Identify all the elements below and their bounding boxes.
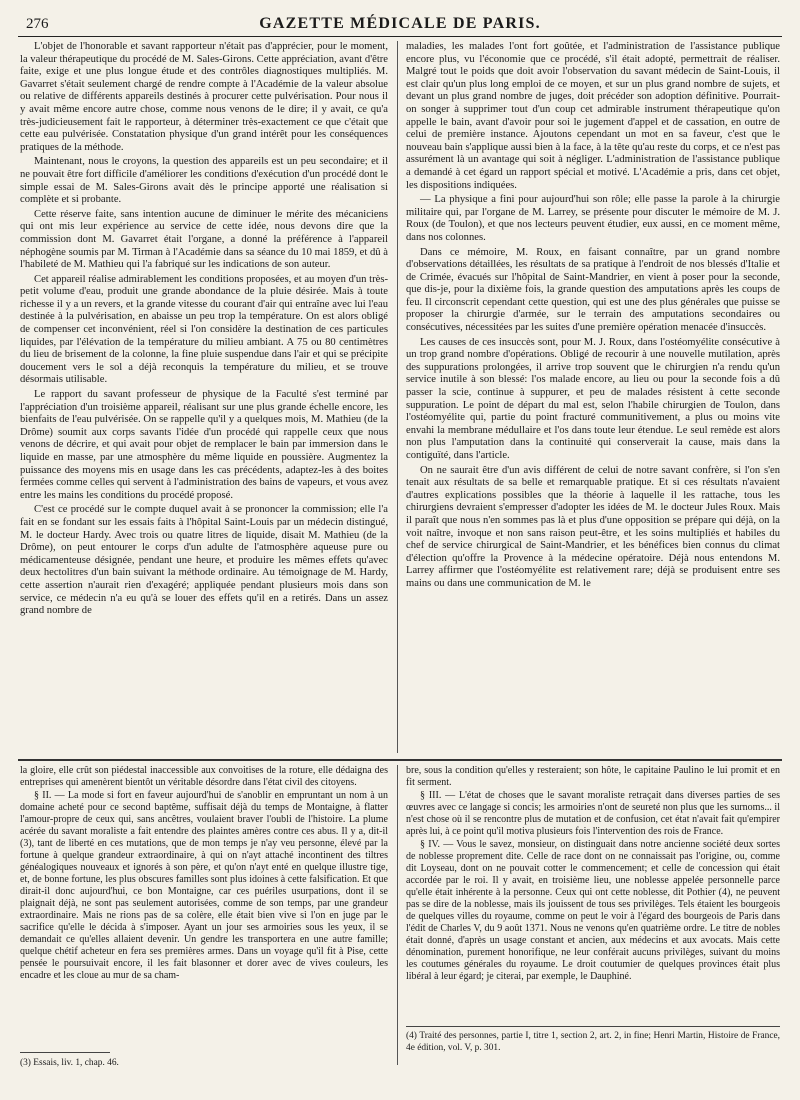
feuilleton-column-left bbox=[20, 765, 388, 1045]
paragraph: Maintenant, nous le croyons, la question des appareils est un peu secondaire; et il ne pouvait être fort difficile d'améliorer les conditions d'exécution d'un procédé dont le simple essai de M. Sales-Girons avait dès le principe apporté une réalisation si complète et si probante. bbox=[20, 156, 388, 206]
feuilleton-column-right bbox=[406, 765, 780, 1023]
paragraph: Les causes de ces insuccès sont, pour M. J. Roux, dans l'ostéomyélite consécutive à un trop grand nombre d'opérations. Obligé de recourir à une nouvelle mutilation, après des suppurations prolongées, il arrive trop souvent que le chirurgien n'a rendu qu'un service inutile à son blessé: l'os malade encore, au lieu ou pour la seconde fois a dû passer la scie, continue à suppurer, et peu de malades résistent à cette seconde suppuration. Le point de départ du mal est, selon l'habile chirurgien de Toulon, dans l'ostéomyélite qui, partie du point fracturé communitivement, a plus ou moins vite envahi la membrane médullaire et l'os dans toute leur étendue. Le seul remède est alors non plus l'amputation dans la continuité qui conserverait la cause, mais dans la contiguïté, dans l'article. bbox=[406, 336, 780, 461]
paragraph: § II. — La mode si fort en faveur aujourd'hui de s'anoblir en empruntant un nom à un domaine acheté pour ce second baptême, suffisait déjà du temps de Montaigne, à flatter l'amour-propre de ceux qui, sans ancêtres, voulaient braver l'oubli de l'histoire. La plume acérée du savant moraliste a fait entendre des plaintes amères contre ces abus. Il y a, dit-il (3), tant de liberté en ces mutations, que de mon temps je n'ay veu personne, élevé par la fortune à quelque grandeur extraordinaire, à qui on n'ayt attaché incontinent des tiltres généalogiques nouveaux et ignorés à son père, et qu'on n'ayt enté en quelque illustre tige, et, de bonne fortune, les plus obscures familles sont plus idoines à cette falsification. Et que dirait-il donc aujourd'hui, ce bon Montaigne, car ces puériles usurpations, dont il se plaignait déjà, ne sont pas seulement autorisées, comme de son temps, par une grandeur extraordinaire. Mais ne rions pas de sa colère, elle était bien vive si l'on en juge par le sacrifice qu'elle le décida à s'imposer. Ayant un jour ses armoiries sous les yeux, il se demandait ce qu'elles allaient devenir. Un gendre les transportera en une autre famille; quelque chétif acheteur en fera ses premières armes. Dans un voyage qu'il fit à Pise, cette pensée le poursuivait encore, il les fait blasonner et dorer avec de vives couleurs, les encadre et les cloue au mur de sa cham- bbox=[20, 790, 388, 981]
paragraph: On ne saurait être d'un avis différent de celui de notre savant confrère, si l'on s'en tenait aux résultats de sa belle et remarquable pratique. Et si ces résultats n'avaient d'autres explications possibles que la théorie à laquelle il les rattache, tous les chirurgiens devraient s'empresser d'adopter les idées de M. le docteur Jules Roux. Mais il paraît que nous n'en sommes pas là et plus d'une opposition se prépare qui déjà, on la voit naître, invoque et non sans raison peut-être, et les soins multipliés et habiles du chef de service chirurgical de Saint-Mandrier, et les bénéfices bien connus du climat d'élection qu'offre la Provence à la médecine opératoire. Déjà nous entendons M. Larrey affirmer que l'ostéomyélite est relativement rare; déjà se produisent entre ses mains ou dans une communication de M. le bbox=[406, 464, 780, 589]
footnote-rule bbox=[406, 1026, 780, 1027]
article-column-left bbox=[20, 41, 388, 753]
paragraph: maladies, les malades l'ont fort goûtée, et l'administration de l'assistance publique encore plus, vu l'économie que ce procédé, s'il était adopté, permettrait de réaliser. Malgré tout le poids que doit avoir l'observation du savant médecin de Saint-Louis, il est clair qu'un plus long emploi de ce moyen, et sur un plus grand nombre de sujets, et devant un plus grand nombre de juges, doit précéder son adoption définitive. Pourrait-on songer à supprimer tout d'un coup cet admirable instrument thérapeutique qu'on appelle le bain, avant d'avoir pour soi le jugement d'appel et de cassation, en outre de celui de première instance. Ajoutons cependant un mot en sa faveur, c'est que le nouveau bain s'applique aussi bien à la face, à la tête qu'au reste du corps, et ce n'est pas assurément là un avantage qui soit à négliger. L'administration de l'assistance publique a demandé à cet égard un rapport spécial et motivé. L'Académie a pris, dans cet objet, les dispositions indiquées. bbox=[406, 41, 780, 191]
page-header bbox=[18, 14, 782, 37]
paragraph: la gloire, elle crût son piédestal inaccessible aux convoitises de la roture, elle dédaigna des entreprises qui amenèrent bientôt un véritable désordre dans l'état civil des citoyens. bbox=[20, 765, 388, 788]
paragraph: § III. — L'état de choses que le savant moraliste retraçait dans diverses parties de ses œuvres avec ce langage si concis; les armoiries n'ont de seureté non plus que les surnoms... il n'est chose où il se rencontre plus de mutation et de confusion, cet état n'avait fait qu'empirer après lui, à ce point qu'il motiva plusieurs fois l'intervention des rois de France. bbox=[406, 790, 780, 837]
footnote-left: (3) Essais, liv. 1, chap. 46. bbox=[20, 1058, 119, 1068]
article-column-right bbox=[406, 41, 780, 753]
page-number: 276 bbox=[26, 16, 49, 32]
paragraph: C'est ce procédé sur le compte duquel avait à se prononcer la commission; elle l'a fait en se fondant sur les essais faits à l'hôpital Saint-Louis par un médecin distingué, M. le docteur Hardy. Avec trois ou quatre litres de liquide, disait M. Mathieu (de la Drôme), on peut entourer le corps d'un adulte de l'atmosphère aqueuse pure ou médicamenteuse désignée, pendant une heure, et produire les mêmes effets qu'avec deux hectolitres d'un bain suivant la méthode ordinaire. Au témoignage de M. Hardy, cette assertion n'aurait rien d'exagéré; appliquée pendant plusieurs mois dans son service, ce médecin n'a eu qu'à se louer des effets qu'il en a retirés. Dans un assez grand nombre de bbox=[20, 504, 388, 617]
footnote-rule bbox=[20, 1052, 110, 1053]
paragraph: Le rapport du savant professeur de physique de la Faculté s'est terminé par l'appréciation d'un troisième appareil, réalisant sur une plus grande échelle encore, les bienfaits de l'eau pulvérisée. On se rappelle qu'il y a quelques mois, M. Mathieu (de la Drôme) soumit aux corps savants l'idée d'un procédé qui rappelle ceux que nous venons de décrire, et qui avait pour objet de remplacer le bain par immersion dans le liquide en masse, par une atmosphère du même liquide en poussière. Augmentez la puissance des moyens mis en usage dans les cas précédents, adaptez-les à des boites fermées comme celles qui servent à l'administration des bains de vapeurs, et vous avez entre les mains les conditions du procédé proposé. bbox=[20, 389, 388, 501]
footnote-right: (4) Traité des personnes, partie I, titre 1, section 2, art. 2, in fine; Henri Martin, Histoire de France, 4e édition, vol. V, p. 301. bbox=[406, 1031, 780, 1053]
paragraph: Dans ce mémoire, M. Roux, en faisant connaître, par un grand nombre d'observations détaillées, les résultats de sa pratique à l'endroit de nos blessés d'Italie et de Crimée, évacués sur l'hôpital de Saint-Mandrier, en vient à poser pour la seconde, que dis-je, pour la dixième fois, la grande question des amputations après les coups de feu. Il circonscrit cependant cette question, qui est une des plus générales que puisse se proposer la chirurgie d'armée, sur le terrain des amputations secondaires ou consécutives, nécessitées par les suites d'une première opération menacée d'insuccès. bbox=[406, 246, 780, 334]
journal-title: GAZETTE MÉDICALE DE PARIS. bbox=[259, 15, 541, 32]
paragraph: § IV. — Vous le savez, monsieur, on distinguait dans notre ancienne société deux sortes de noblesse proprement dite. Celle de race dont on ne connaissait pas l'origine, ou, comme dit Loyseau, dont on ne pouvait cotter le commencement; et celle de concession qui était accordée par le roi. Il y avait, en troisième lieu, une noblesse appelée personnelle parce qu'elle était inhérente à la personne. Ceux qui ont cette noblesse, dit Pothier (4), ne peuvent pas se dire de la noblesse, mais ils jouissent de tous ses privilèges. Tels étaient les bourgeois de quelques villes du royaume, comme on peut le voir à l'égard des bourgeois de Paris dans l'édit de Charles V, du 9 août 1371. Nous ne venons qu'en quatrième ordre. Le titre de nobles était donné, d'après un usage constant et ancien, aux médecins et aux avocats. Mais cette dénomination, purement honorifique, ne leur conférait aucuns privilèges, suivant du moins les coutumes générales du royaume. Le droit coutumier de quelques provinces était plus libéral à leur égard; je citerai, par exemple, le Dauphiné. bbox=[406, 839, 780, 982]
paragraph: Cet appareil réalise admirablement les conditions proposées, et au moyen d'un très-petit volume d'eau, produit une grande abondance de la pluie désirée. Mais à toute richesse il y a un revers, et la grande vitesse du courant d'air qui entraîne avec lui l'eau destinée à la pulvérisation, en abaisse un peu trop la température. On est alors obligé de compenser cet inconvénient, réel si l'on considère la destination de ces particules liquides, par l'élévation de la température du milieu ambiant. A 75 ou 80 centimètres du lieu de brisement de la colonne, la fine pluie suspendue dans l'air et qui se précipite doucement vers le sol a déjà reconquis la température du milieu, et se trouve désormais utilisable. bbox=[20, 273, 388, 386]
paragraph: bre, sous la condition qu'elles y resteraient; son hôte, le capitaine Paulino le lui promit et en fit serment. bbox=[406, 765, 780, 788]
column-divider bbox=[397, 41, 398, 753]
paragraph: Cette réserve faite, sans intention aucune de diminuer le mérite des mécaniciens qui ont mis leur expérience au service de cette idée, nous devons dire que la commission dont M. Gavarret était l'organe, a donné la préférence à l'appareil néphogène soumis par M. Tirman à l'Académie dans sa séance du 10 mai 1859, et dû à l'habileté de M. Mathieu qui l'a fabriqué sur les indications de son auteur. bbox=[20, 208, 388, 271]
feuilleton-column-divider bbox=[397, 765, 398, 1065]
paragraph: L'objet de l'honorable et savant rapporteur n'était pas d'apprécier, pour le moment, la valeur thérapeutique du procédé de M. Sales-Girons. Cette appréciation, avant d'être faite, exige et une plus longue étude et des contrôles diagnostiques multipliés. M. Gavarret s'était seulement chargé de rendre compte à l'Académie de la valeur absolue ou relative de différents appareils destinés à procurer cette pulvérisation. Pour nous il y avait même encore autre chose, comme nous venons de le dire; il y avait, ce qu'a très-judicieusement fait le rapporteur, à déterminer très-exactement ce que c'était que cette eau pulvérisée. Constatation physique d'un grand intérêt pour les conséquences pratiques de la méthode. bbox=[20, 41, 388, 153]
feuilleton-divider bbox=[18, 759, 782, 761]
paragraph: — La physique a fini pour aujourd'hui son rôle; elle passe la parole à la chirurgie militaire qui, par l'organe de M. Larrey, se présente pour discuter le mémoire de M. J. Roux (de Toulon), et que nos lecteurs peuvent étudier, eux aussi, en ce moment même, dans nos colonnes. bbox=[406, 194, 780, 243]
